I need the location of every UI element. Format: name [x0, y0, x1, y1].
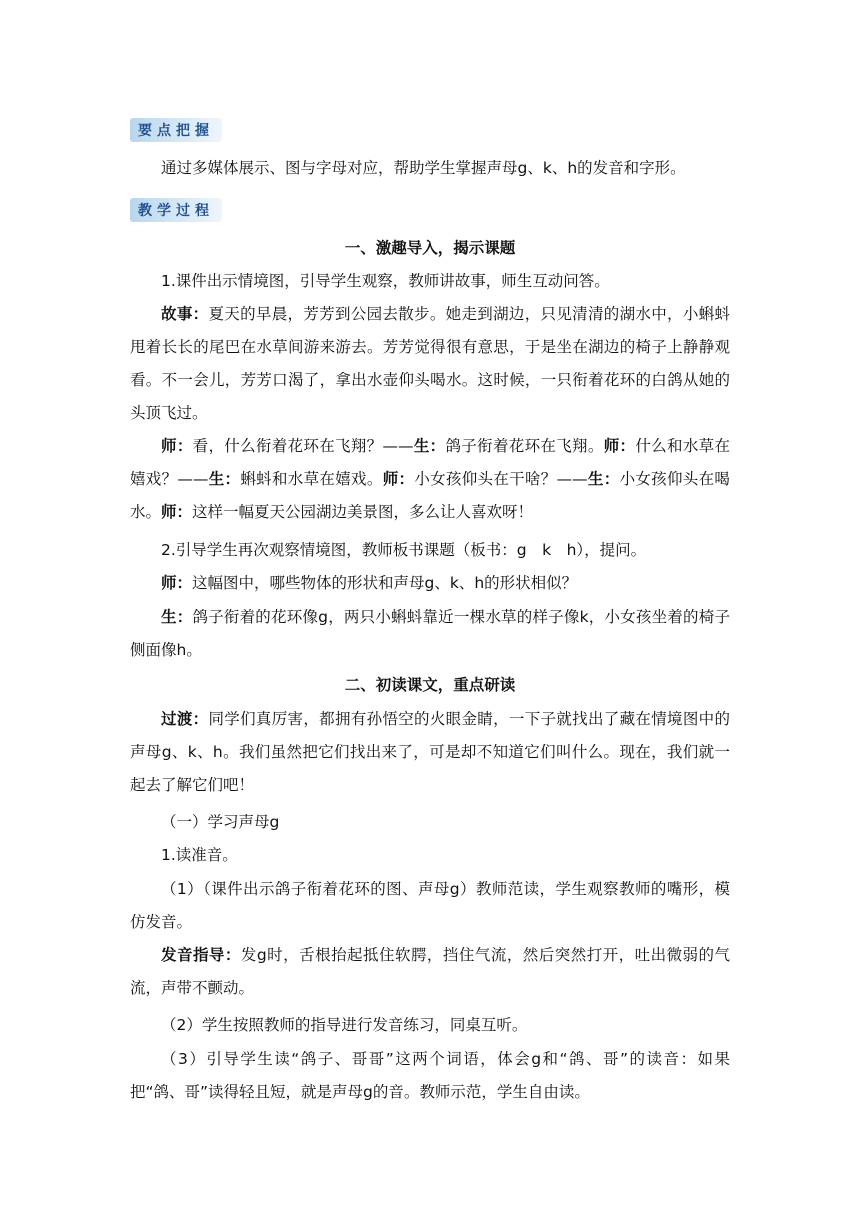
student-answer: 鸽子衔着的花环像g，两只小蝌蚪靠近一棵水草的样子像k，小女孩坐着的椅子侧面像h。 — [130, 608, 730, 659]
teacher-label: 师： — [382, 470, 415, 488]
teacher-question: 什么和水草在嬉戏？—— — [130, 437, 730, 488]
heading-1: 一、激趣导入，揭示课题 — [344, 239, 516, 257]
story-paragraph — [130, 298, 730, 430]
subheading-1: （一）学习声母g — [161, 813, 280, 831]
guide-label: 发音指导： — [161, 946, 241, 964]
transition-text: 同学们真厉害，都拥有孙悟空的火眼金睛，一下子就找出了藏在情境图中的声母g、k、h。我们虽然把它们找出来了，可是却不知道它们叫什么。现在，我们就一起去了解它们吧！ — [130, 710, 730, 794]
dialog-paragraph — [130, 430, 730, 529]
teacher-label: 师： — [161, 437, 193, 455]
teacher-question-paragraph — [130, 567, 730, 600]
read-step: 1.读准音。 — [161, 846, 238, 864]
item-3: （3）引导学生读“鸽子、哥哥”这两个词语，体会g和“鸽、哥”的读音：如果把“鸽、哥”读得轻且短，就是声母g的音。教师示范，学生自由读。 — [130, 1050, 730, 1101]
teacher-label: 师： — [161, 574, 193, 592]
story-text: 夏天的早晨，芳芳到公园去散步。她走到湖边，只见清清的湖水中，小蝌蚪甩着长长的尾巴在水草间游来游去。芳芳觉得很有意思，于是坐在湖边的椅子上静静观看。不一会儿，芳芳口渴了，拿出水壶仰头喝水。这时候，一只衔着花环的白鸽从她的头顶飞过。 — [130, 305, 730, 422]
transition-paragraph — [130, 703, 730, 802]
transition-label: 过渡： — [161, 710, 209, 728]
story-label: 故事： — [161, 305, 209, 323]
heading-2: 二、初读课文，重点研读 — [344, 676, 516, 694]
guide-paragraph — [130, 939, 730, 1005]
section-tag-key-points: 要点把握 — [130, 118, 222, 142]
student-label: 生： — [161, 608, 193, 626]
key-points-text: 通过多媒体展示、图与字母对应，帮助学生掌握声母g、k、h的发音和字形。 — [161, 159, 686, 177]
teacher-question: 这样一幅夏天公园湖边美景图，多么让人喜欢呀！ — [192, 503, 534, 521]
item-1: （1）（课件出示鸽子衔着花环的图、声母g）教师范读，学生观察教师的嘴形，模仿发音。 — [130, 880, 730, 931]
student-answer: 鸽子衔着花环在飞翔。 — [445, 437, 604, 455]
paragraph-2: 2.引导学生再次观察情境图，教师板书课题（板书：g k h），提问。 — [161, 541, 647, 559]
section-tag-process: 教学过程 — [130, 198, 222, 222]
student-answer-paragraph — [130, 601, 730, 667]
paragraph-1: 1.课件出示情境图，引导学生观察，教师讲故事，师生互动问答。 — [161, 272, 610, 290]
student-label: 生： — [587, 470, 620, 488]
item-2: （2）学生按照教师的指导进行发音练习，同桌互听。 — [161, 1016, 528, 1034]
student-label: 生： — [208, 470, 241, 488]
teacher-question: 这幅图中，哪些物体的形状和声母g、k、h的形状相似？ — [192, 574, 578, 592]
student-answer: 小女孩仰头在喝水。 — [130, 470, 730, 521]
teacher-label: 师： — [161, 503, 193, 521]
teacher-question: 小女孩仰头在干啥？—— — [414, 470, 588, 488]
teacher-question: 看，什么衔着花环在飞翔？—— — [192, 437, 414, 455]
student-answer: 蝌蚪和水草在嬉戏。 — [240, 470, 383, 488]
guide-text: 发g时，舌根抬起抵住软腭，挡住气流，然后突然打开，吐出微弱的气流，声带不颤动。 — [130, 946, 730, 997]
student-label: 生： — [413, 437, 446, 455]
teacher-label: 师： — [603, 437, 636, 455]
